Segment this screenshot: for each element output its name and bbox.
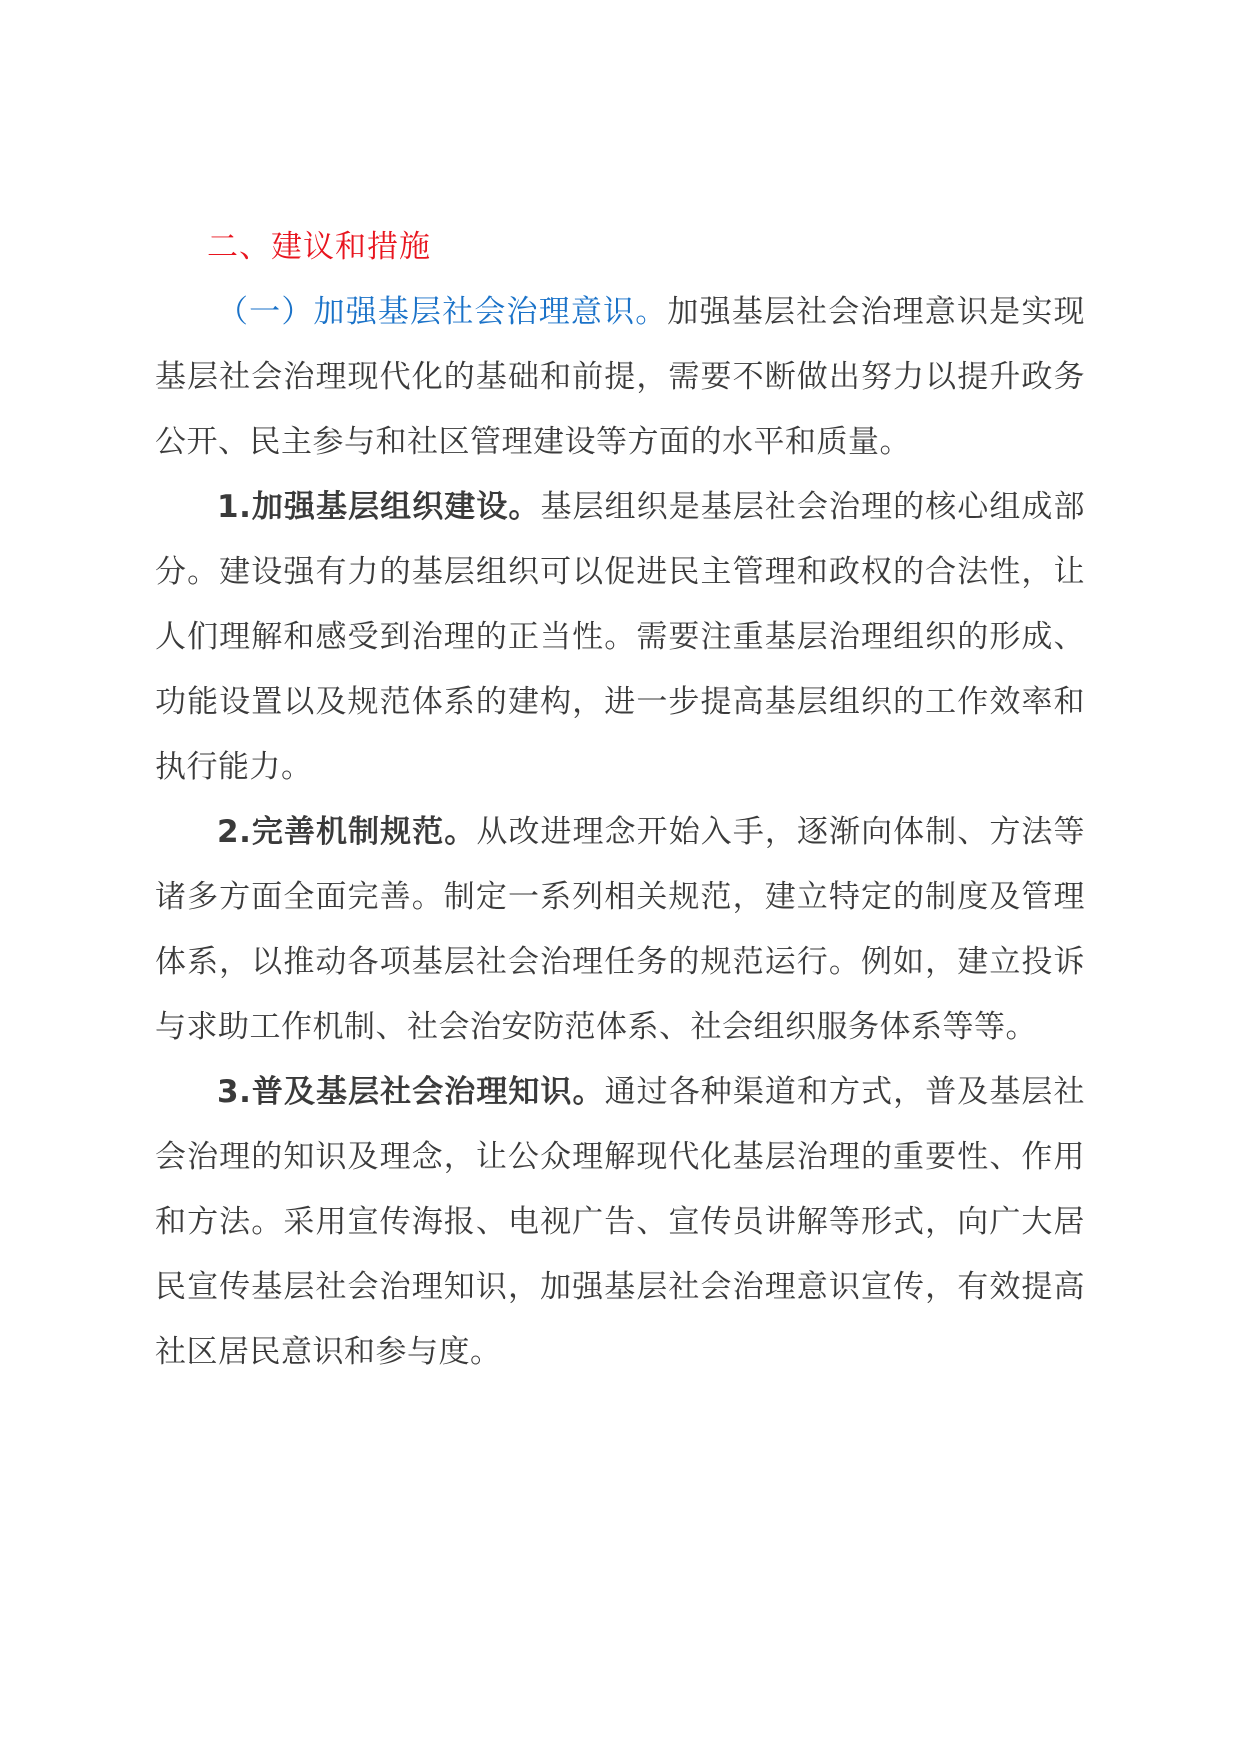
item-body-3: 通过各种渠道和方式，普及基层社会治理的知识及理念，让公众理解现代化基层治理的重要性、作用和方法。采用宣传海报、电视广告、宣传员讲解等形式，向广大居民宣传基层社会治理知识，加强基层社会治理意识宣传，有效提高社区居民意识和参与度。 — [155, 1074, 1085, 1370]
subsection-body: 加强基层社会治理意识是实现基层社会治理现代化的基础和前提，需要不断做出努力以提升政务公开、民主参与和社区管理建设等方面的水平和质量。 — [155, 294, 1085, 460]
subsection-paragraph — [155, 280, 1085, 475]
item-title-1: 1.加强基层组织建设。 — [217, 489, 541, 525]
document-page — [155, 215, 1085, 1385]
item-body-1: 基层组织是基层社会治理的核心组成部分。建设强有力的基层组织可以促进民主管理和政权的合法性，让人们理解和感受到治理的正当性。需要注重基层治理组织的形成、功能设置以及规范体系的建构，进一步提高基层组织的工作效率和执行能力。 — [155, 489, 1085, 785]
item-title-3: 3.普及基层社会治理知识。 — [217, 1074, 605, 1110]
item-title-2: 2.完善机制规范。 — [217, 814, 477, 850]
item-paragraph-3 — [155, 1060, 1085, 1385]
item-paragraph-2 — [155, 800, 1085, 1060]
subsection-title: （一）加强基层社会治理意识。 — [217, 294, 668, 330]
section-heading: 二、建议和措施 — [207, 229, 431, 265]
item-body-2: 从改进理念开始入手，逐渐向体制、方法等诸多方面全面完善。制定一系列相关规范，建立特定的制度及管理体系，以推动各项基层社会治理任务的规范运行。例如，建立投诉与求助工作机制、社会治安防范体系、社会组织服务体系等等。 — [155, 814, 1085, 1045]
item-paragraph-1 — [155, 475, 1085, 800]
